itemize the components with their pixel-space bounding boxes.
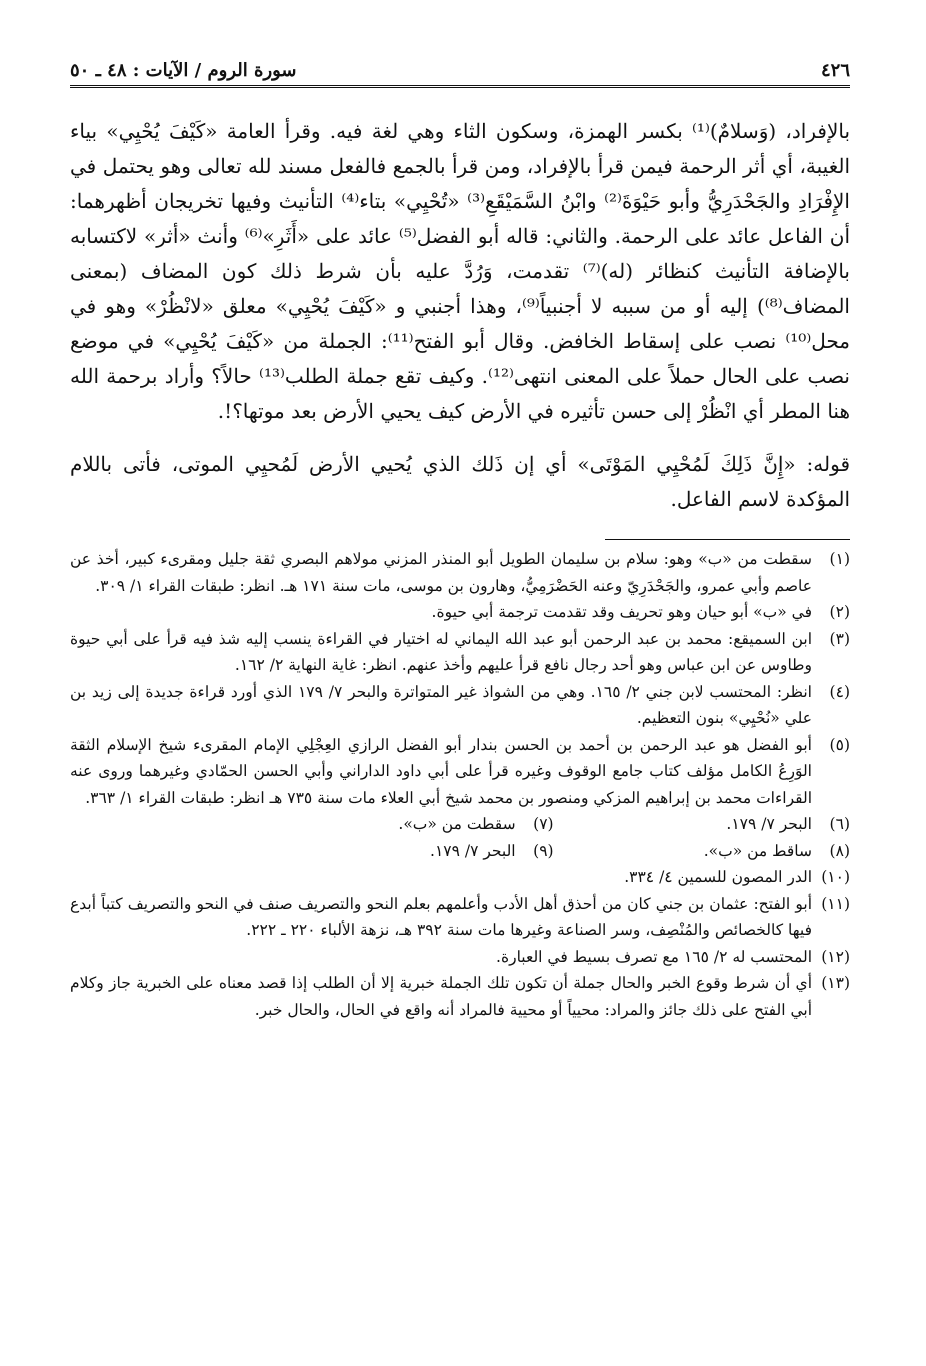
- footnote-number: (٩): [533, 841, 554, 860]
- footnote-pair: [70, 811, 850, 838]
- page: [70, 60, 850, 1023]
- footnote-number: (٢): [829, 603, 850, 621]
- footnote: [70, 970, 850, 1023]
- footnotes: [70, 546, 850, 1023]
- main-text: [70, 114, 850, 517]
- footnote: [554, 811, 850, 838]
- footnote-text: ساقط من «ب».: [703, 841, 812, 860]
- footnote-divider: [605, 539, 850, 540]
- footnote-text: ابن السميقع: محمد بن عبد الرحمن أبو عبد الله اليماني له اختيار في القراءة ينسب إليه شذ فيه قرأ على أبي حيوة وطاوس عن ابن عباس وهو أحد رجال نافع قرأ عليهم وأخذ عنهم. انظر: غاية النهاية ٢/ ١٦٢.: [70, 629, 812, 674]
- footnote-text: في «ب» أبو حيان وهو تحريف وقد تقدمت ترجمة أبي حيوة.: [431, 603, 812, 621]
- footnote-number: (١): [829, 550, 850, 568]
- footnote: [554, 838, 850, 865]
- footnote: [70, 944, 850, 971]
- footnote-text: سقطت من «ب» وهو: سلام بن سليمان الطويل أبو المنذر المزني مولاهم البصري ثقة جليل ومقرىء كبير، أخذ عن عاصم وأبي عمرو، والجَحْدَرِيّ وعنه الحَضْرَمِيُّ، وهارون بن موسى، مات سنة ١٧١ هـ. انظر: طبقات القراء ١/ ٣٠٩.: [70, 550, 812, 595]
- footnote: [70, 864, 850, 891]
- footnote-number: (٦): [829, 815, 850, 833]
- footnote: [70, 626, 850, 679]
- footnote-number: (١١): [821, 894, 850, 913]
- footnote: [70, 599, 850, 626]
- footnote-number: (٧): [533, 815, 554, 833]
- body-paragraph: بالإفراد، (وَسلامٌ)⁽¹⁾ بكسر الهمزة، وسكون الثاء وهي لغة فيه. وقرأ العامة «كَيْفَ يُحْيِي» بياء الغيبة، أي أثر الرحمة فيمن قرأ بالإفراد، ومن قرأ بالجمع فالفعل مسند لله تعالى وهو يحتمل في الإِفْرَادِ والجَحْدَرِيُّ وأبو حَيْوَةَ⁽²⁾ وابْنُ السَّمَيْقَعِ⁽³⁾ «تُحْيِي» بتاء⁽⁴⁾ التأنيث وفيها تخريجان أظهرهما: أن الفاعل عائد على الرحمة. والثاني: قاله أبو الفضل⁽⁵⁾ عائد على «أَثَرِ»⁽⁶⁾ وأنث «أثر» لاكتسابه بالإضافة التأنيث كنظائر (له)⁽⁷⁾ تقدمت، وَرُدَّ عليه بأن شرط ذلك كون المضاف (بمعنى المضاف⁽⁸⁾) إليه أو من سببه لا أجنبياً⁽⁹⁾، وهذا أجنبي و «كَيْفَ يُحْيِي» معلق «لانْظُرْ» وهو في محل⁽¹⁰⁾ نصب على إسقاط الخافض. وقال أبو الفتح⁽¹¹⁾: الجملة من «كَيْفَ يُحْيِي» في موضع نصب على الحال حملاً على المعنى انتهى⁽¹²⁾. وكيف تقع جملة الطلب⁽¹³⁾ حالاً؟ وأراد برحمة الله هنا المطر أي انْظُرْ إلى حسن تأثيره في الأرض كيف يحيي الأرض بعد موتها؟!.: [70, 119, 851, 423]
- footnote-text: أبو الفضل هو عبد الرحمن بن أحمد بن الحسن بندار أبو الفضل الرازي العِجْلِي الإمام المقرىء شيخ الإسلام الثقة الوَرِعُ الكامل مؤلف كتاب جامع الوقوف وغيره قرأ على أبي داود الداراني وأبي الحسن الحمّادي وغيرهما وروى عنه القراءات محمد بن إبراهيم المزكي ومنصور بن محمد شيخ أبي العلاء مات سنة ٧٣٥ هـ انظر: طبقات القراء ١/ ٣٦٣.: [70, 735, 812, 807]
- footnote-text: انظر: المحتسب لابن جني ٢/ ١٦٥. وهي من الشواذ غير المتواترة والبحر ٧/ ١٧٩ الذي أورد قراءة جديدة إلى زيد بن علي «نُحْيِي» بنون التعظيم.: [70, 682, 812, 727]
- footnote: [257, 811, 553, 838]
- footnote: [70, 679, 850, 732]
- footnote-text: البحر ٧/ ١٧٩.: [430, 841, 516, 860]
- footnote-text: أبو الفتح: عثمان بن جني كان من أحذق أهل الأدب وأعلمهم بعلم النحو والتصريف صنف في النحو والتصريف كتباً أبدع فيها كالخصائص والمُنْصِف، وسر الصناعة وغيرها مات سنة ٣٩٢ هـ، نزهة الألباء ٢٢٠ ـ ٢٢٢.: [70, 894, 812, 939]
- page-header: [70, 60, 850, 88]
- footnote-text: أي أن شرط وقوع الخبر والحال جملة أن تكون تلك الجملة خبرية إلا أن الطلب إذا قصد معناه على الخبرية جاز وكلام أبي الفتح على ذلك جائز والمراد: محيياً أو محيية فالمراد أنه واقع في الحال، والحال خبر.: [70, 974, 812, 1019]
- footnote-text: الدر المصون للسمين ٤/ ٣٣٤.: [624, 868, 812, 886]
- footnote-number: (١٢): [821, 947, 850, 966]
- footnote-text: المحتسب له ٢/ ١٦٥ مع تصرف بسيط في العبارة.: [496, 947, 812, 966]
- footnote-number: (١٣): [821, 974, 850, 992]
- footnote-pair: [70, 838, 850, 865]
- footnote-number: (٤): [829, 682, 850, 701]
- footnote: [257, 838, 553, 865]
- footnote: [70, 732, 850, 812]
- footnote: [70, 891, 850, 944]
- footnote-number: (٣): [829, 629, 850, 648]
- footnote-number: (١٠): [821, 868, 850, 886]
- running-title: سورة الروم / الآيات : ٤٨ ـ ٥٠: [70, 60, 297, 81]
- footnote-number: (٥): [829, 735, 850, 754]
- footnote-number: (٨): [829, 841, 850, 860]
- footnote-text: سقطت من «ب».: [398, 815, 516, 833]
- page-number: ٤٢٦: [820, 60, 850, 81]
- footnote: [70, 546, 850, 599]
- footnote-text: البحر ٧/ ١٧٩.: [726, 815, 812, 833]
- body-paragraph: قوله: «إِنَّ ذَلِكَ لَمُحْيِي المَوْتَى» أي إن ذَلك الذي يُحيي الأرض لَمُحيِي الموتى، فأتى باللام المؤكدة لاسم الفاعل.: [70, 452, 850, 511]
